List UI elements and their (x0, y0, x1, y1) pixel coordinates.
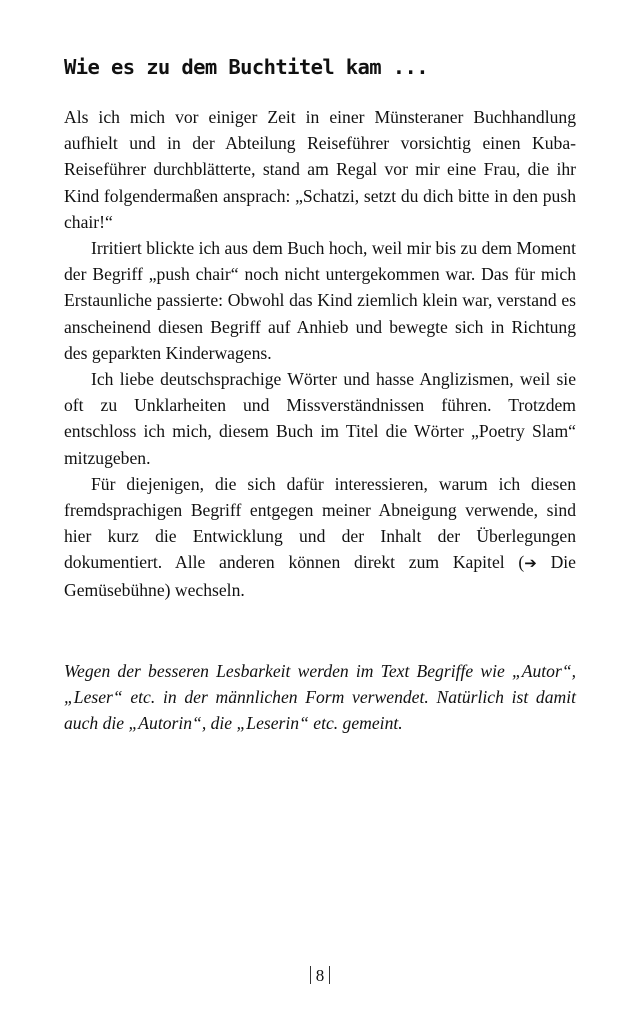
paragraph-2: Irritiert blickte ich aus dem Buch hoch, weil mir bis zu dem Moment der Begriff „push chair“ noch nicht untergekommen war. Das für mich Erstaunliche passierte: Obwohl das Kind ziemlich klein war, verstand es anscheinend diesen Begriff auf Anhieb und bewegte sich in Richtung des geparkten Kinderwagens. (64, 238, 576, 363)
page-number: 8 (315, 966, 325, 985)
paragraph-3: Ich liebe deutschsprachige Wörter und hasse Anglizismen, weil sie oft zu Unklarheiten und Missverständnissen führen. Trotzdem entschloss ich mich, diesem Buch im Titel die Wörter „Poetry Slam“ mitzugeben. (64, 369, 576, 468)
page-number-left-bar (310, 966, 311, 984)
chapter-heading: Wie es zu dem Buchtitel kam ... (64, 55, 429, 79)
paragraph-4-text-before-arrow: Für diejenigen, die sich dafür interessieren, warum ich diesen fremdsprachigen Begriff entgegen meiner Abneigung verwende, sind hier kurz die Entwicklung und der Inhalt der Überlegungen dokumentiert. Alle anderen können direkt zum Kapitel ( (64, 473, 576, 573)
page-number-footer (0, 965, 640, 987)
right-arrow-icon: ➔ (524, 554, 537, 573)
page-number-right-bar (329, 966, 330, 984)
paragraph-1: Als ich mich vor einiger Zeit in einer Münsteraner Buchhandlung aufhielt und in der Abteilung Reiseführer vorsichtig einen Kuba-Reiseführer durchblätterte, stand am Regal vor mir eine Frau, die ihr Kind folgendermaßen ansprach: „Schatzi, setzt du dich bitte in den push chair!“ (64, 107, 576, 232)
gender-note: Wegen der besseren Lesbarkeit werden im Text Begriffe wie „Autor“, „Leser“ etc. in der männlichen Form verwendet. Natürlich ist damit auch die „Autorin“, die „Leserin“ etc. gemeint. (64, 661, 576, 734)
body-text (64, 104, 576, 603)
paragraph-4 (64, 471, 576, 603)
paragraph-4-text-after-arrow: Die Gemüsebühne) wechseln. (64, 552, 576, 600)
